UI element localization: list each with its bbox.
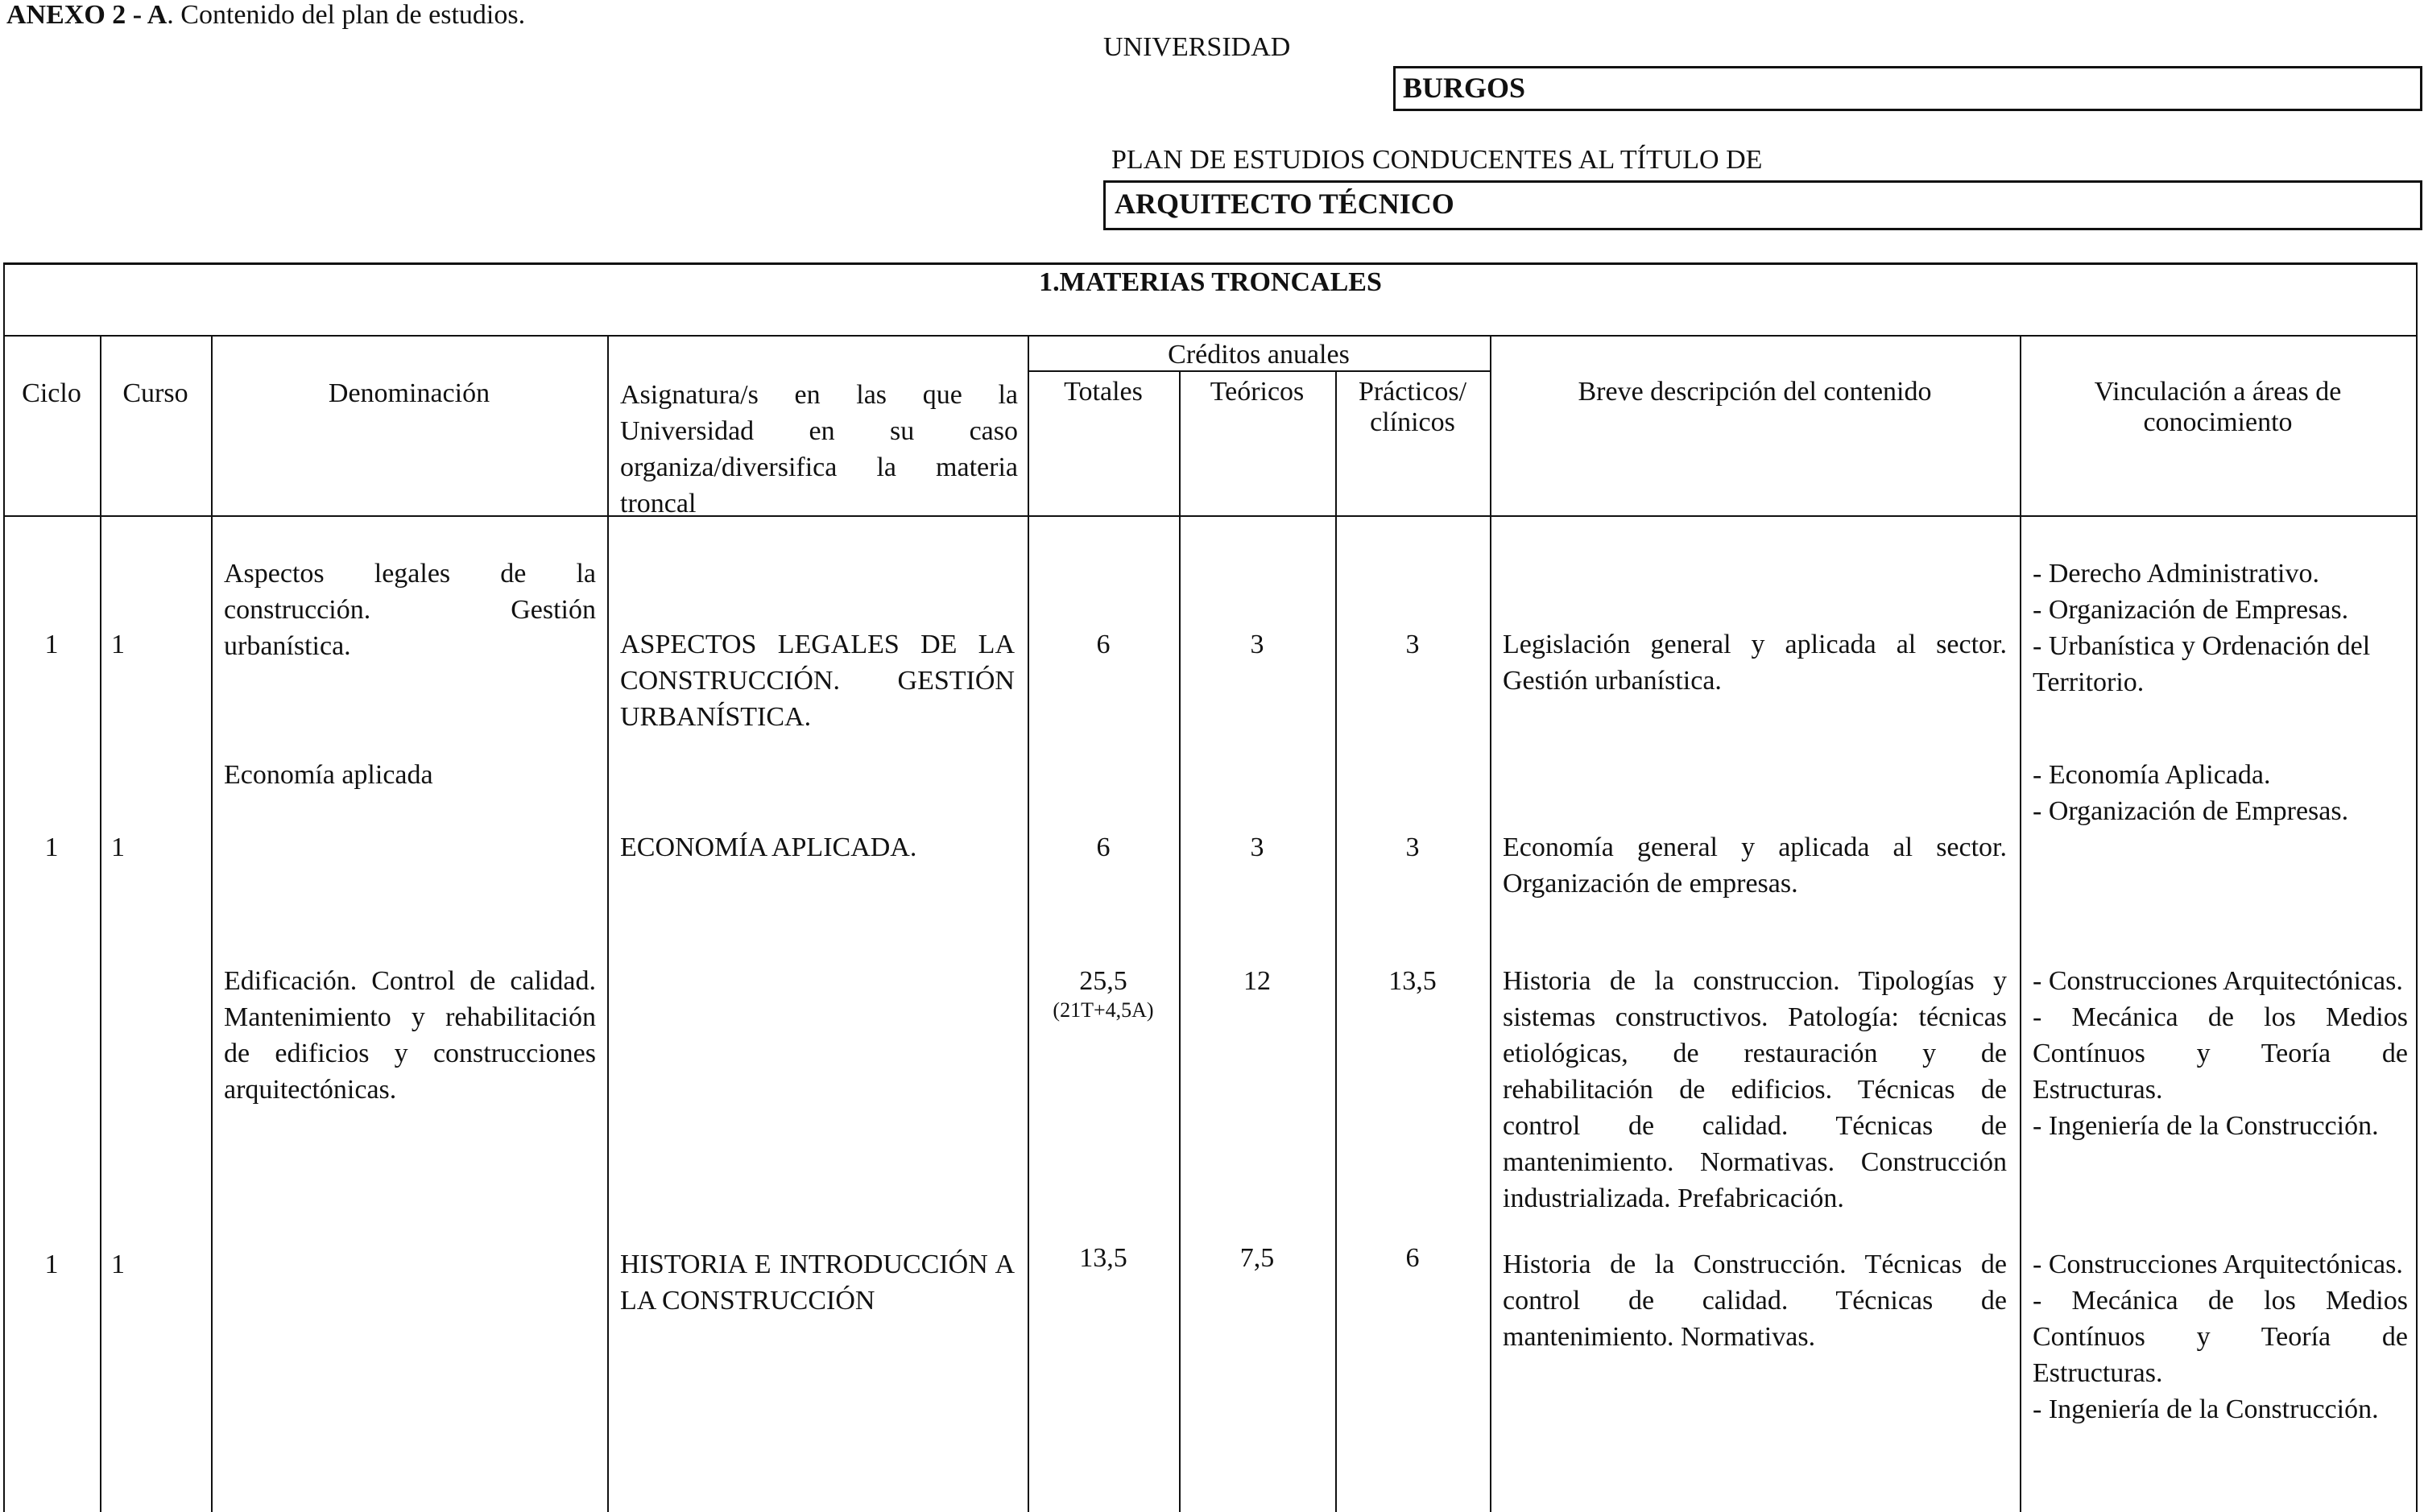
- col-line-7: [1490, 335, 1491, 1512]
- cell-areas: [2033, 963, 2408, 1144]
- area-item: - Mecánica de los Medios Contínuos y Teoría de Estructuras.: [2033, 1002, 2408, 1105]
- cell-practicos: 3: [1405, 832, 1420, 862]
- area-item: - Ingeniería de la Construcción.: [2033, 1111, 2379, 1141]
- header-vinculacion-line2: conocimiento: [2143, 407, 2293, 437]
- cell-descripcion: Historia de la Construcción. Técnicas de control de calidad. Técnicas de mantenimiento. Normativas.: [1503, 1250, 2007, 1352]
- cell-asignatura: HISTORIA E INTRODUCCIÓN A LA CONSTRUCCIÓN: [620, 1250, 1015, 1316]
- header-vinculacion-line1: Vinculación a áreas de: [2094, 377, 2342, 407]
- cell-practicos: 6: [1405, 1243, 1420, 1273]
- cell-ciclo: 1: [44, 630, 59, 659]
- cell-descripcion: Legislación general y aplicada al sector. Gestión urbanística.: [1503, 630, 2007, 696]
- cell-practicos: 3: [1405, 630, 1420, 659]
- col-line-4: [1028, 335, 1029, 1512]
- header-curso: Curso: [122, 378, 188, 408]
- cell-curso: 1: [111, 630, 125, 659]
- area-item: - Urbanística y Ordenación del Territorio.: [2033, 631, 2371, 697]
- header-vinculacion: [2020, 377, 2416, 438]
- header-totales: Totales: [1064, 377, 1143, 407]
- annex-heading: [6, 0, 525, 31]
- area-item: - Economía Aplicada.: [2033, 760, 2271, 790]
- table-title: 1.MATERIAS TRONCALES: [1039, 267, 1382, 297]
- col-line-0: [3, 335, 5, 1512]
- header-creditos: Créditos anuales: [1168, 340, 1350, 370]
- col-line-1: [100, 335, 101, 1512]
- annex-text: . Contenido del plan de estudios.: [167, 0, 526, 30]
- col-line-5: [1179, 370, 1181, 1512]
- cell-denominacion: Edificación. Control de calidad. Mantenimiento y rehabilitación de edificios y construcciones arquitectónicas.: [224, 966, 596, 1105]
- cell-curso: 1: [111, 832, 125, 862]
- header-practicos-line1: Prácticos/: [1358, 377, 1467, 407]
- cell-descripcion: Historia de la construccion. Tipologías y sistemas constructivos. Patología: técnicas etiológicas, de restauración y de rehabilitación de edificios. Técnicas de control de calidad. Técnicas de mantenimiento. Normativas. Construcción industrializada. Prefabricación.: [1503, 966, 2007, 1213]
- cell-denominacion: Economía aplicada: [224, 760, 433, 790]
- title-separator: [3, 335, 2418, 337]
- header-descripcion: Breve descripción del contenido: [1578, 377, 1932, 407]
- cell-totales: [1028, 963, 1179, 1022]
- cell-ciclo: 1: [44, 832, 59, 862]
- header-separator: [3, 515, 2418, 517]
- plan-label: PLAN DE ESTUDIOS CONDUCENTES AL TÍTULO DE: [1111, 145, 1763, 175]
- header-ciclo: Ciclo: [22, 378, 81, 408]
- header-practicos-line2: clínicos: [1370, 407, 1455, 437]
- cell-curso: 1: [111, 1250, 125, 1279]
- totales-breakdown: (21T+4,5A): [1053, 998, 1154, 1022]
- cell-teoricos: 12: [1243, 966, 1271, 996]
- cell-denominacion: Aspectos legales de la construcción. Gestión urbanística.: [224, 559, 596, 661]
- degree-title: ARQUITECTO TÉCNICO: [1115, 188, 1454, 220]
- creditos-separator: [1028, 370, 1490, 372]
- col-line-8: [2020, 335, 2021, 1512]
- cell-teoricos: 3: [1250, 832, 1264, 862]
- cell-ciclo: 1: [44, 1250, 59, 1279]
- annex-label: ANEXO 2 - A: [6, 0, 168, 30]
- col-line-9: [2416, 335, 2418, 1512]
- area-item: - Construcciones Arquitectónicas.: [2033, 1250, 2403, 1279]
- cell-totales: 13,5: [1079, 1243, 1127, 1273]
- university-box: [1393, 66, 2422, 111]
- cell-areas: [2033, 556, 2408, 700]
- col-line-6: [1335, 370, 1337, 1512]
- university-label: UNIVERSIDAD: [1103, 32, 1291, 62]
- header-teoricos: Teóricos: [1210, 377, 1305, 407]
- table-top-border: [3, 262, 2418, 265]
- area-item: - Derecho Administrativo.: [2033, 559, 2319, 589]
- cell-totales: 6: [1096, 630, 1111, 659]
- area-item: - Ingeniería de la Construcción.: [2033, 1394, 2379, 1424]
- col-line-2: [211, 335, 213, 1512]
- cell-descripcion: Economía general y aplicada al sector. Organización de empresas.: [1503, 832, 2007, 899]
- cell-asignatura: ECONOMÍA APLICADA.: [620, 832, 917, 862]
- col-line-3: [607, 335, 609, 1512]
- area-item: - Organización de Empresas.: [2033, 595, 2349, 625]
- cell-teoricos: 7,5: [1239, 1243, 1275, 1273]
- area-item: - Construcciones Arquitectónicas.: [2033, 966, 2403, 996]
- area-item: - Mecánica de los Medios Contínuos y Teoría de Estructuras.: [2033, 1286, 2408, 1388]
- header-practicos: [1335, 377, 1490, 438]
- cell-areas: [2033, 757, 2408, 829]
- totales-value: 25,5: [1079, 966, 1127, 996]
- area-item: - Organización de Empresas.: [2033, 796, 2349, 826]
- cell-practicos: 13,5: [1388, 966, 1437, 996]
- university-name: BURGOS: [1403, 72, 1526, 104]
- cell-totales: 6: [1096, 832, 1111, 862]
- cell-teoricos: 3: [1250, 630, 1264, 659]
- cell-asignatura: ASPECTOS LEGALES DE LA CONSTRUCCIÓN. GESTIÓN URBANÍSTICA.: [620, 630, 1015, 732]
- header-asignatura: Asignatura/s en las que la Universidad en su caso organiza/diversifica la materia troncal: [620, 380, 1018, 518]
- cell-areas: [2033, 1246, 2408, 1427]
- header-denominacion: Denominación: [328, 378, 490, 408]
